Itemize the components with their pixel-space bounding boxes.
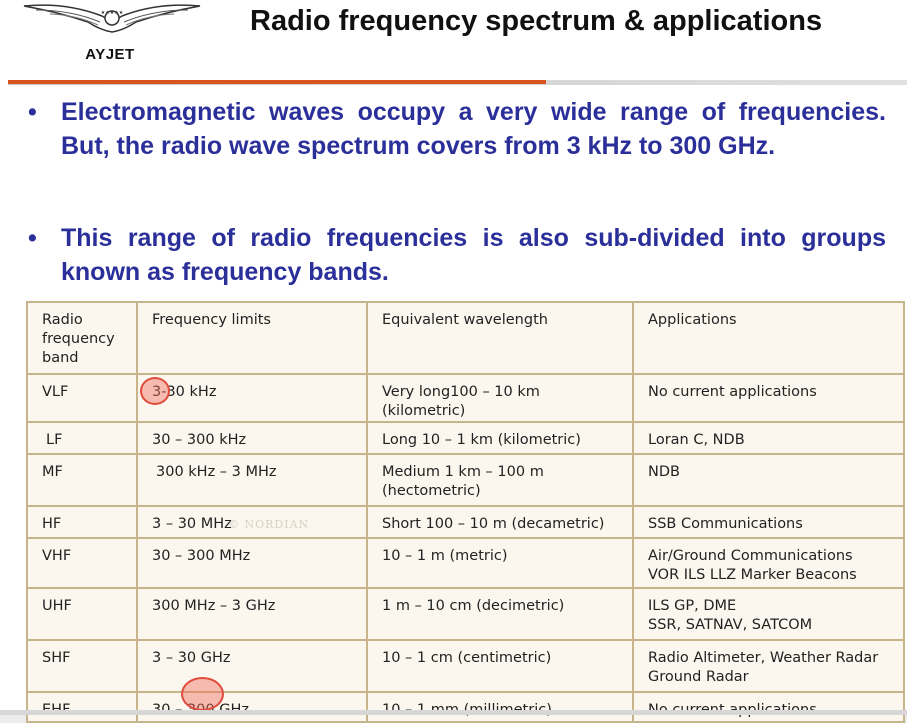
application-line: Loran C, NDB — [648, 432, 745, 448]
applications-cell — [633, 506, 904, 538]
highlight-circle-3khz — [140, 377, 170, 405]
wavelength-cell — [367, 692, 633, 722]
column-header: Equivalent wavelength — [367, 302, 633, 374]
frequency-cell: 300 MHz – 3 GHz — [137, 588, 367, 640]
application-line: Air/Ground Communications — [648, 548, 853, 564]
frequency-cell: 3 – 30 MHz — [137, 506, 367, 538]
application-line: No current applications — [648, 384, 817, 400]
watermark: © NORDIAN — [228, 518, 310, 531]
applications-cell — [633, 454, 904, 506]
table-row — [27, 692, 904, 722]
frequency-cell: 3-30 kHz — [137, 374, 367, 422]
application-line: Ground Radar — [648, 669, 749, 685]
highlight-circle-300ghz — [181, 677, 224, 711]
wavelength-cell: Short 100 – 10 m (decametric) — [367, 506, 633, 538]
applications-cell — [633, 538, 904, 588]
table-row — [27, 422, 904, 454]
table-row — [27, 640, 904, 692]
wings-logo-icon — [16, 0, 208, 42]
frequency-band-table — [26, 301, 903, 723]
table-row — [27, 454, 904, 506]
band-cell: HF — [27, 506, 137, 538]
band-cell: VLF — [27, 374, 137, 422]
bottom-bar — [0, 710, 907, 715]
bullet-text: This range of radio frequencies is also sub-divided into groups known as frequency bands. — [61, 224, 886, 286]
table-row — [27, 506, 904, 538]
table-row — [27, 538, 904, 588]
bullet-text: Electromagnetic waves occupy a very wide range of frequencies. But, the radio wave spectrum covers from 3 kHz to 300 GHz. — [61, 98, 886, 160]
wavelength-cell: 10 – 1 cm (centimetric) — [367, 640, 633, 692]
frequency-cell — [137, 692, 367, 722]
wavelength-cell: 10 – 1 m (metric) — [367, 538, 633, 588]
bullet-dot-icon: • — [28, 98, 37, 126]
bullet-item — [28, 221, 886, 289]
logo-text: AYJET — [85, 46, 135, 63]
band-cell: UHF — [27, 588, 137, 640]
applications-cell — [633, 374, 904, 422]
application-line: ILS GP, DME — [648, 598, 737, 614]
bullet-dot-icon: • — [28, 224, 37, 252]
wavelength-cell: Long 10 – 1 km (kilometric) — [367, 422, 633, 454]
band-cell — [27, 692, 137, 722]
applications-cell — [633, 692, 904, 722]
band-cell: MF — [27, 454, 137, 506]
header-accent-divider — [8, 80, 546, 84]
band-cell: VHF — [27, 538, 137, 588]
slide-title: Radio frequency spectrum & applications — [250, 5, 823, 37]
band-cell: SHF — [27, 640, 137, 692]
application-line: SSR, SATNAV, SATCOM — [648, 617, 813, 633]
application-line: Radio Altimeter, Weather Radar — [648, 650, 879, 666]
wavelength-cell: Medium 1 km – 100 m (hectometric) — [367, 454, 633, 506]
wavelength-cell: 1 m – 10 cm (decimetric) — [367, 588, 633, 640]
column-header: Applications — [633, 302, 904, 374]
frequency-cell: 30 – 300 kHz — [137, 422, 367, 454]
bullet-item — [28, 95, 886, 163]
column-header: Radio frequency band — [27, 302, 137, 374]
frequency-cell: 300 kHz – 3 MHz — [137, 454, 367, 506]
applications-cell — [633, 588, 904, 640]
column-header: Frequency limits — [137, 302, 367, 374]
svg-text:★★★★★: ★★★★★ — [100, 10, 124, 16]
table-header-row — [27, 302, 904, 374]
application-line: SSB Communications — [648, 516, 803, 532]
frequency-cell: 30 – 300 MHz — [137, 538, 367, 588]
table-row — [27, 588, 904, 640]
applications-cell — [633, 422, 904, 454]
wavelength-cell: Very long100 – 10 km (kilometric) — [367, 374, 633, 422]
frequency-cell: 3 – 30 GHz — [137, 640, 367, 692]
application-line: VOR ILS LLZ Marker Beacons — [648, 567, 857, 583]
band-cell: LF — [27, 422, 137, 454]
applications-cell — [633, 640, 904, 692]
application-line: NDB — [648, 464, 680, 480]
